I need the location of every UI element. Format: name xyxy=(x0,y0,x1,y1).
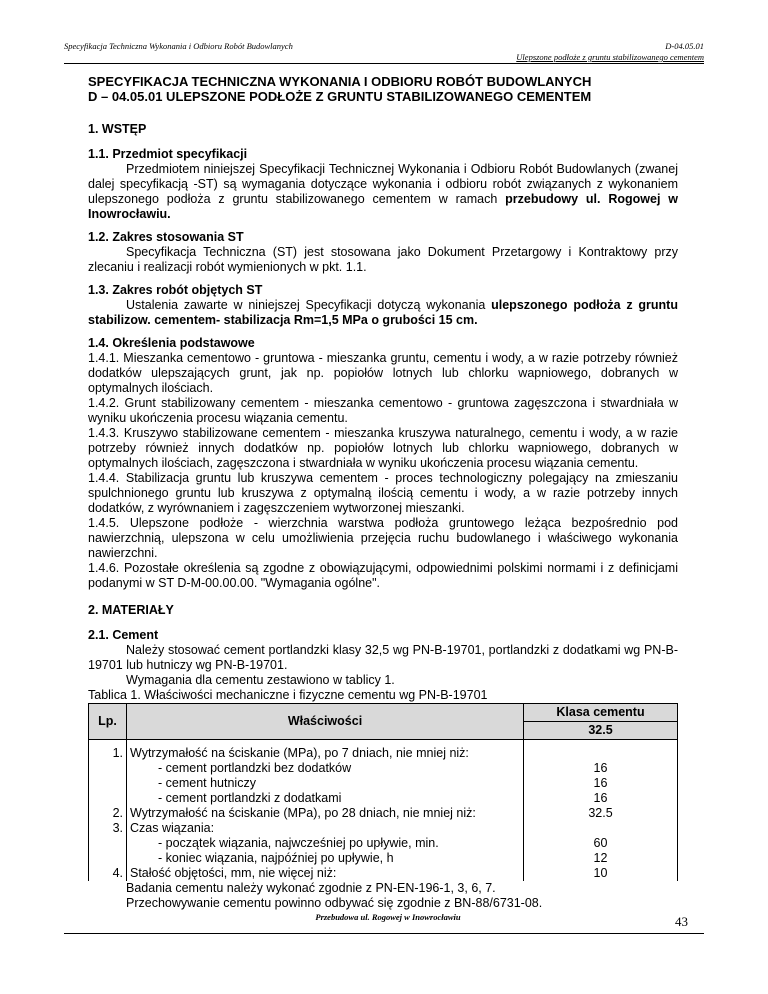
row-value: 60 xyxy=(593,836,608,850)
table-header-class-value: 32.5 xyxy=(524,722,678,740)
paragraph-1-1 xyxy=(88,162,678,222)
cement-properties-table xyxy=(88,703,678,881)
paragraph-2-1-table-ref: Wymagania dla cementu zestawiono w tablicy 1. xyxy=(126,673,395,687)
header-subtitle: Ulepszone podłoże z gruntu stabilizowanego cementem xyxy=(516,52,704,62)
row-text: Wytrzymałość na ściskanie (MPa), po 28 dniach, nie mniej niż: xyxy=(130,806,476,820)
paragraph-1-1-bold: przebudowy ul. Rogowej w Inowrocławiu. xyxy=(88,192,678,221)
definition-1-4-6: 1.4.6. Pozostałe określenia są zgodne z obowiązującymi, odpowiednimi polskimi normami i z definicjami podanymi w ST D-M-00.00.00. "Wymagania ogólne". xyxy=(88,561,678,590)
heading-1-3: 1.3. Zakres robót objętych ST xyxy=(88,283,263,297)
header-left: Specyfikacja Techniczna Wykonania i Odbioru Robót Budowlanych xyxy=(64,41,293,51)
heading-1-2: 1.2. Zakres stosowania ST xyxy=(88,230,244,244)
footer-text: Przebudowa ul. Rogowej w Inowrocławiu xyxy=(315,912,461,922)
paragraph-cement-tests: Badania cementu należy wykonać zgodnie z PN-EN-196-1, 3, 6, 7. xyxy=(126,881,496,895)
definition-1-4-3: 1.4.3. Kruszywo stabilizowane cementem - mieszanka kruszywa naturalnego, cementu i wody, a w razie potrzeby również innych dodatków np. popiołów lotnych lub chlorku wapniowego, dobranych w optymalnych ilościach, zagęszczona i stwardniała w wyniku ukończenia procesu wiązania cementu. xyxy=(88,426,678,470)
row-value: 32.5 xyxy=(588,806,613,820)
row-number: 3. xyxy=(112,821,123,835)
paragraph-2-1: Należy stosować cement portlandzki klasy 32,5 wg PN-B-19701, portlandzki z dodatkami wg PN-B-19701 lub hutniczy wg PN-B-19701. xyxy=(88,643,678,672)
paragraph-cement-storage: Przechowywanie cementu powinno odbywać się zgodnie z BN-88/6731-08. xyxy=(126,896,543,910)
row-subtext: - cement portlandzki z dodatkami xyxy=(158,791,342,805)
heading-1-4: 1.4. Określenia podstawowe xyxy=(88,336,255,350)
table-row xyxy=(89,740,678,882)
row-number: 4. xyxy=(112,866,123,880)
paragraph-1-3-text: Ustalenia zawarte w niniejszej Specyfikacji dotyczą wykonania xyxy=(126,298,492,312)
row-number: 2. xyxy=(112,806,123,820)
row-value: 16 xyxy=(593,761,608,775)
paragraph-1-3 xyxy=(88,298,678,328)
row-subtext: - koniec wiązania, najpóźniej po upływie, h xyxy=(158,851,394,865)
header-divider xyxy=(64,63,704,64)
row-value: 16 xyxy=(593,791,608,805)
row-subtext: - cement portlandzki bez dodatków xyxy=(158,761,352,775)
paragraph-1-3-bold: ulepszonego podłoża z gruntu stabilizow. cementem- stabilizacja Rm=1,5 MPa o grubości 15 cm. xyxy=(88,298,678,327)
footer-divider xyxy=(64,933,704,934)
row-value: 10 xyxy=(593,866,608,880)
heading-1-1: 1.1. Przedmiot specyfikacji xyxy=(88,147,248,161)
document-body xyxy=(88,74,678,911)
definition-1-4-5: 1.4.5. Ulepszone podłoże - wierzchnia warstwa podłoża gruntowego leżąca bezpośrednio pod nawierzchnią, ulepszona w celu umożliwienia przejęcia ruchu budowlanego i właściwego wykonania nawierzchni. xyxy=(88,516,678,560)
header-right xyxy=(516,41,704,63)
table-header-class: Klasa cementu xyxy=(524,704,678,722)
paragraph-1-1-text: Przedmiotem niniejszej Specyfikacji Technicznej Wykonania i Odbioru Robót Budowlanych (zwanej dalej specyfikacją -ST) są wymagania dotyczące wykonania i odbioru robót związanych z wykonaniem ulepszonego podłoża z gruntu stabilizowanego cementem w ramach xyxy=(88,162,678,206)
definition-1-4-4: 1.4.4. Stabilizacja gruntu lub kruszywa cementem - proces technologiczny polegający na zmieszaniu spulchnionego gruntu lub kruszywa z optymalną ilością cementu i wody, a w razie potrzeby innych dodatków, z wyrównaniem i zagęszczeniem wytworzonej mieszanki. xyxy=(88,471,678,515)
definition-1-4-1: 1.4.1. Mieszanka cementowo - gruntowa - mieszanka gruntu, cementu i wody, a w razie potrzeby również dodatków ulepszających grunt, jak np. popiołów lotnych lub chlorku wapniowego, dobranych w optymalnych ilościach. xyxy=(88,351,678,395)
title-line-2: D – 04.05.01 ULEPSZONE PODŁOŻE Z GRUNTU STABILIZOWANEGO CEMENTEM xyxy=(88,89,592,104)
header-code: D-04.05.01 xyxy=(665,41,704,51)
row-value: 12 xyxy=(593,851,608,865)
row-text: Stałość objętości, mm, nie więcej niż: xyxy=(130,866,337,880)
page-number: 43 xyxy=(675,914,688,929)
table-header-lp: Lp. xyxy=(89,704,127,740)
document-title xyxy=(88,74,678,104)
paragraph-1-2: Specyfikacja Techniczna (ST) jest stosowana jako Dokument Przetargowy i Kontraktowy przy zlecaniu i realizacji robót wymienionych w pkt. 1.1. xyxy=(88,245,678,274)
row-text: Czas wiązania: xyxy=(130,821,215,835)
row-subtext: - cement hutniczy xyxy=(158,776,256,790)
table-caption: Tablica 1. Właściwości mechaniczne i fizyczne cementu wg PN-B-19701 xyxy=(88,688,488,702)
table-header-properties: Właściwości xyxy=(127,704,524,740)
heading-2-1: 2.1. Cement xyxy=(88,628,159,642)
definition-1-4-2: 1.4.2. Grunt stabilizowany cementem - mieszanka cementowo - gruntowa zagęszczona i stwardniała w wyniku ukończenia procesu wiązania cementu. xyxy=(88,396,678,425)
title-line-1: SPECYFIKACJA TECHNICZNA WYKONANIA I ODBIORU ROBÓT BUDOWLANYCH xyxy=(88,74,592,89)
row-subtext: - początek wiązania, najwcześniej po upływie, min. xyxy=(158,836,439,850)
section-1-heading: 1. WSTĘP xyxy=(88,122,147,136)
row-number: 1. xyxy=(112,746,123,760)
row-text: Wytrzymałość na ściskanie (MPa), po 7 dniach, nie mniej niż: xyxy=(130,746,469,760)
section-2-heading: 2. MATERIAŁY xyxy=(88,603,174,617)
row-value: 16 xyxy=(593,776,608,790)
